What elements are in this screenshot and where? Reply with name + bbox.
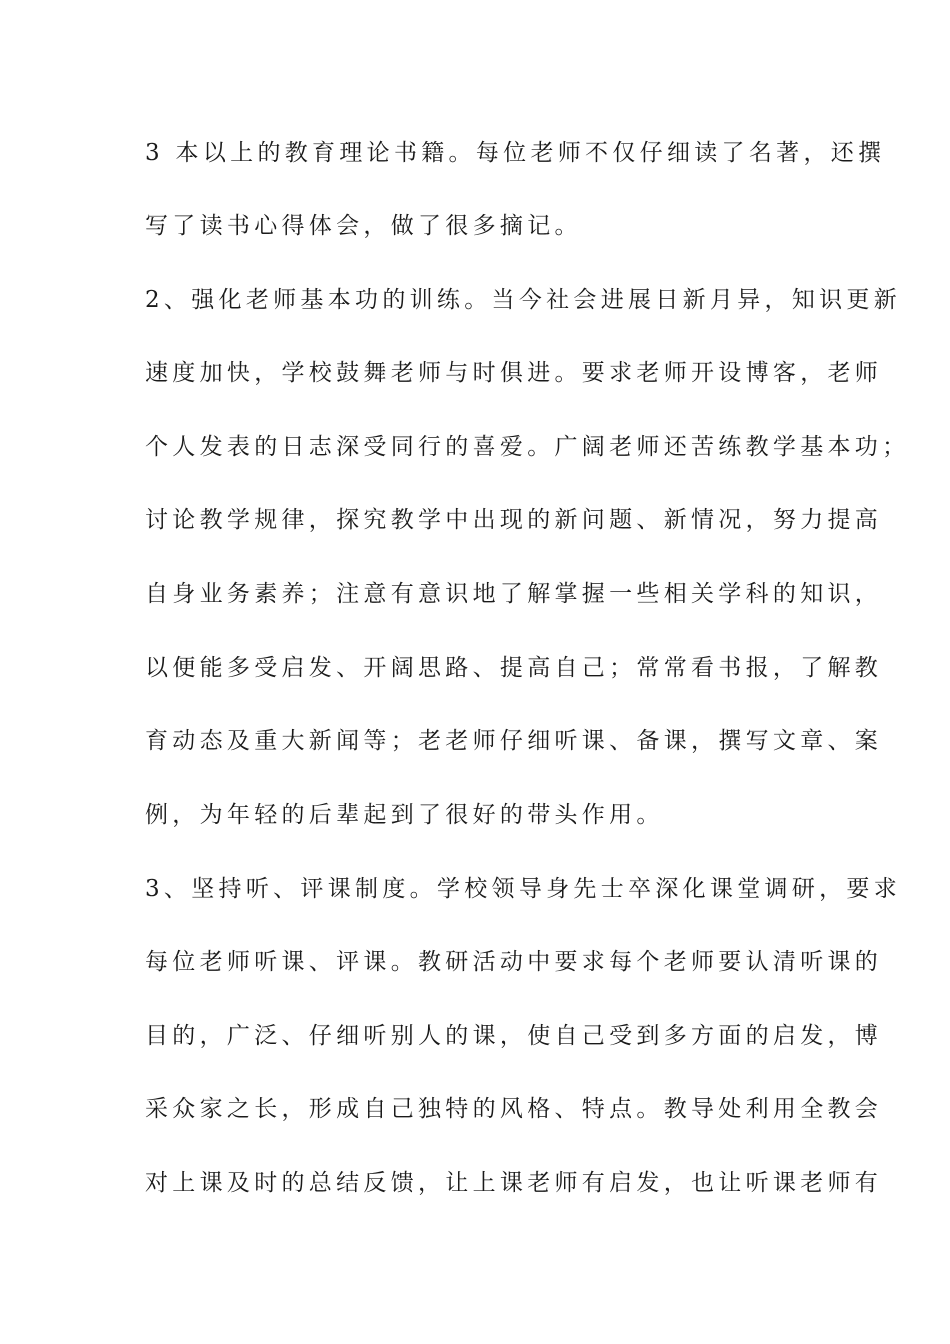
text-line: 每位老师听课、评课。教研活动中要求每个老师要认清听课的 bbox=[145, 949, 883, 975]
text-line: 速度加快，学校鼓舞老师与时俱进。要求老师开设博客，老师 bbox=[145, 360, 883, 386]
text-line: 采众家之长，形成自己独特的风格、特点。教导处利用全教会 bbox=[145, 1096, 883, 1122]
text-line: 对上课及时的总结反馈，让上课老师有启发，也让听课老师有 bbox=[145, 1170, 883, 1196]
text-line: 讨论教学规律，探究教学中出现的新问题、新情况，努力提高 bbox=[145, 507, 883, 533]
text-line: 个人发表的日志深受同行的喜爱。广阔老师还苦练教学基本功； bbox=[145, 434, 910, 460]
text-line: 例，为年轻的后辈起到了很好的带头作用。 bbox=[145, 802, 664, 828]
text-line: 3、坚持听、评课制度。学校领导身先士卒深化课堂调研，要求 bbox=[145, 876, 902, 902]
text-line: 育动态及重大新闻等；老老师仔细听课、备课，撰写文章、案 bbox=[145, 728, 883, 754]
text-line: 自身业务素养；注意有意识地了解掌握一些相关学科的知识， bbox=[145, 581, 883, 607]
text-line: 目的，广泛、仔细听别人的课，使自己受到多方面的启发，博 bbox=[145, 1023, 883, 1049]
text-line: 写了读书心得体会，做了很多摘记。 bbox=[145, 213, 582, 239]
text-line: 2、强化老师基本功的训练。当今社会进展日新月异，知识更新 bbox=[145, 287, 902, 313]
text-line: 以便能多受启发、开阔思路、提高自己；常常看书报，了解教 bbox=[145, 655, 883, 681]
text-line: 3 本以上的教育理论书籍。每位老师不仅仔细读了名著，还撰 bbox=[145, 140, 886, 166]
